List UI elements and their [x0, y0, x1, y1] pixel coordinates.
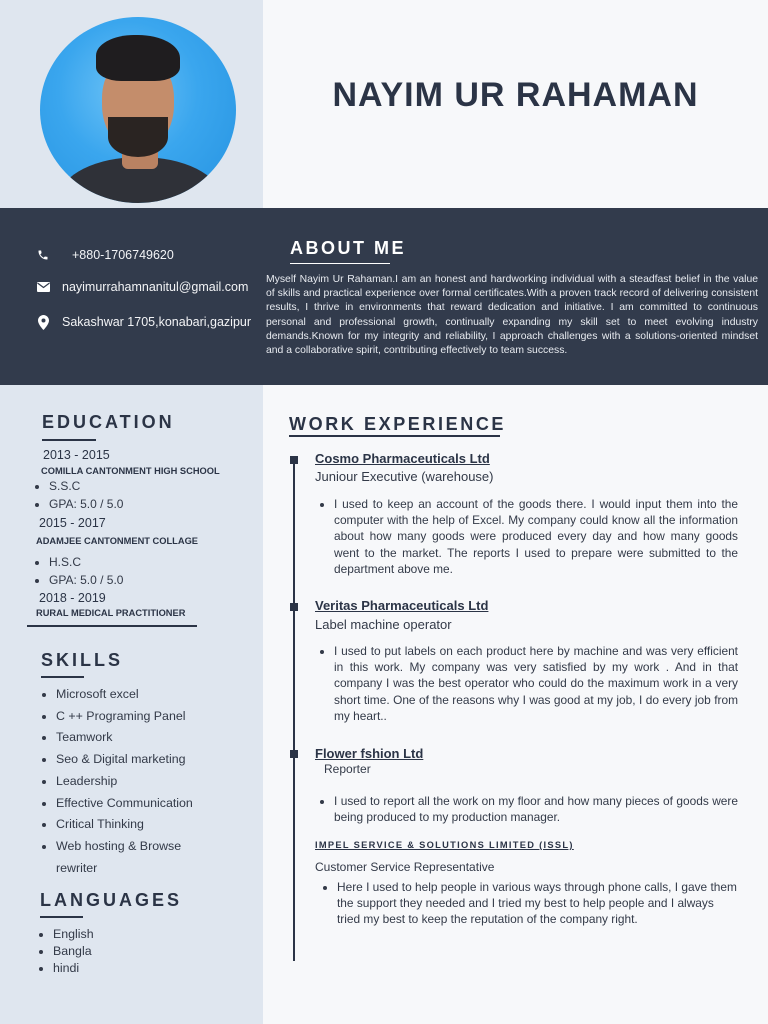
edu-school: COMILLA CANTONMENT HIGH SCHOOL — [41, 466, 220, 476]
education-title: EDUCATION — [42, 412, 175, 432]
skills-list — [40, 684, 256, 879]
timeline-node — [290, 456, 298, 464]
timeline-line — [293, 458, 295, 961]
mail-icon — [36, 280, 50, 294]
timeline-node — [290, 750, 298, 758]
job-company: IMPEL SERVICE & SOLUTIONS LIMITED (ISSL) — [315, 840, 574, 850]
list-item: • I used to keep an account of the goods there. I would input them into the computer with the help of Excel. My company could know all the information about how many goods were produced every day and how many goods went to the market. The reports I used to prepare were submitted to the department above me. — [334, 496, 738, 577]
list-item: • Leadership — [56, 771, 256, 793]
list-item: • Critical Thinking — [56, 814, 256, 836]
list-item: • I used to report all the work on my floor and how many pieces of goods were being produced to my production manager. — [334, 793, 738, 825]
job-role: Label machine operator — [315, 617, 452, 632]
job-description — [319, 879, 739, 928]
education-divider — [42, 439, 96, 441]
list-item: • Effective Communication — [56, 793, 256, 815]
about-divider — [290, 263, 390, 264]
email-text[interactable]: nayimurrahamnanitul@gmail.com — [62, 280, 249, 294]
job-company: Cosmo Pharmaceuticals Ltd — [315, 451, 490, 466]
location-pin-icon — [36, 315, 50, 329]
job-role: Juniour Executive (warehouse) — [315, 469, 494, 484]
list-item: • I used to put labels on each product here by machine and was very efficient in this work. My company was very satisfied by my work . And in that company I was the best operator who could do the maximum work in a very short time. One of the reasons why I was good at my job, I do every job from my heart.. — [334, 643, 738, 724]
job-description — [316, 496, 738, 577]
languages-title: LANGUAGES — [40, 890, 183, 910]
edu-details — [35, 553, 123, 589]
job-company: Veritas Pharmaceuticals Ltd — [315, 598, 489, 613]
edu-years: 2015 - 2017 — [39, 516, 106, 530]
edu-details — [35, 477, 123, 513]
job-role: Customer Service Representative — [315, 860, 495, 874]
list-item: • Microsoft excel — [56, 684, 256, 706]
languages-list — [37, 926, 94, 977]
list-item: • English — [53, 926, 94, 943]
address-text: Sakashwar 1705,konabari,gazipur — [62, 315, 252, 329]
work-experience-divider — [289, 435, 500, 437]
skills-title: SKILLS — [41, 650, 124, 670]
phone-icon — [36, 248, 50, 262]
contact-about-band — [0, 208, 768, 385]
list-item: • hindi — [53, 960, 94, 977]
contact-phone — [36, 248, 174, 262]
list-item: • H.S.C — [49, 553, 123, 571]
about-title: ABOUT ME — [290, 238, 406, 258]
edu-years: 2018 - 2019 — [39, 591, 106, 605]
education-bottom-divider — [27, 625, 197, 627]
edu-years: 2013 - 2015 — [43, 448, 110, 462]
list-item: • GPA: 5.0 / 5.0 — [49, 571, 123, 589]
profile-photo — [40, 17, 236, 203]
list-item: • C ++ Programing Panel — [56, 706, 256, 728]
list-item: • Bangla — [53, 943, 94, 960]
job-company: Flower fshion Ltd — [315, 746, 424, 761]
about-text: Myself Nayim Ur Rahaman.I am an honest and hardworking individual with a steadfast belief in the value of skills and practical experience over formal certificates.With a proven track record of delivering consistent results, I thrive in environments that reward dedication and initiative. I am committed to continuous personal and professional growth, continually expanding my skill set to meet evolving industry demands.Known for my integrity and reliability, I approach challenges with a solutions-oriented mindset and a collaborative spirit, contributing effectively to team success. — [266, 274, 758, 357]
edu-school: RURAL MEDICAL PRACTITIONER — [36, 608, 186, 618]
job-role: Reporter — [324, 762, 371, 776]
job-description — [316, 643, 738, 724]
languages-divider — [40, 916, 83, 918]
list-item: • Teamwork — [56, 727, 256, 749]
edu-school: ADAMJEE CANTONMENT COLLAGE — [36, 536, 199, 546]
list-item: • GPA: 5.0 / 5.0 — [49, 495, 123, 513]
skills-divider — [41, 676, 84, 678]
contact-address — [36, 315, 251, 329]
candidate-name: NAYIM UR RAHAMAN — [332, 76, 699, 114]
list-item: • Here I used to help people in various ways through phone calls, I gave them the support they needed and I tried my best to help people and I always tried my best to keep the reputation of the company right. — [337, 879, 739, 928]
list-item: • Web hosting & Browse rewriter — [56, 836, 206, 879]
job-description — [316, 793, 738, 825]
contact-email — [36, 280, 248, 294]
timeline-node — [290, 603, 298, 611]
list-item: • S.S.C — [49, 477, 123, 495]
work-experience-title: WORK EXPERIENCE — [289, 414, 507, 434]
list-item: • Seo & Digital marketing — [56, 749, 256, 771]
phone-text: +880-1706749620 — [72, 248, 174, 262]
